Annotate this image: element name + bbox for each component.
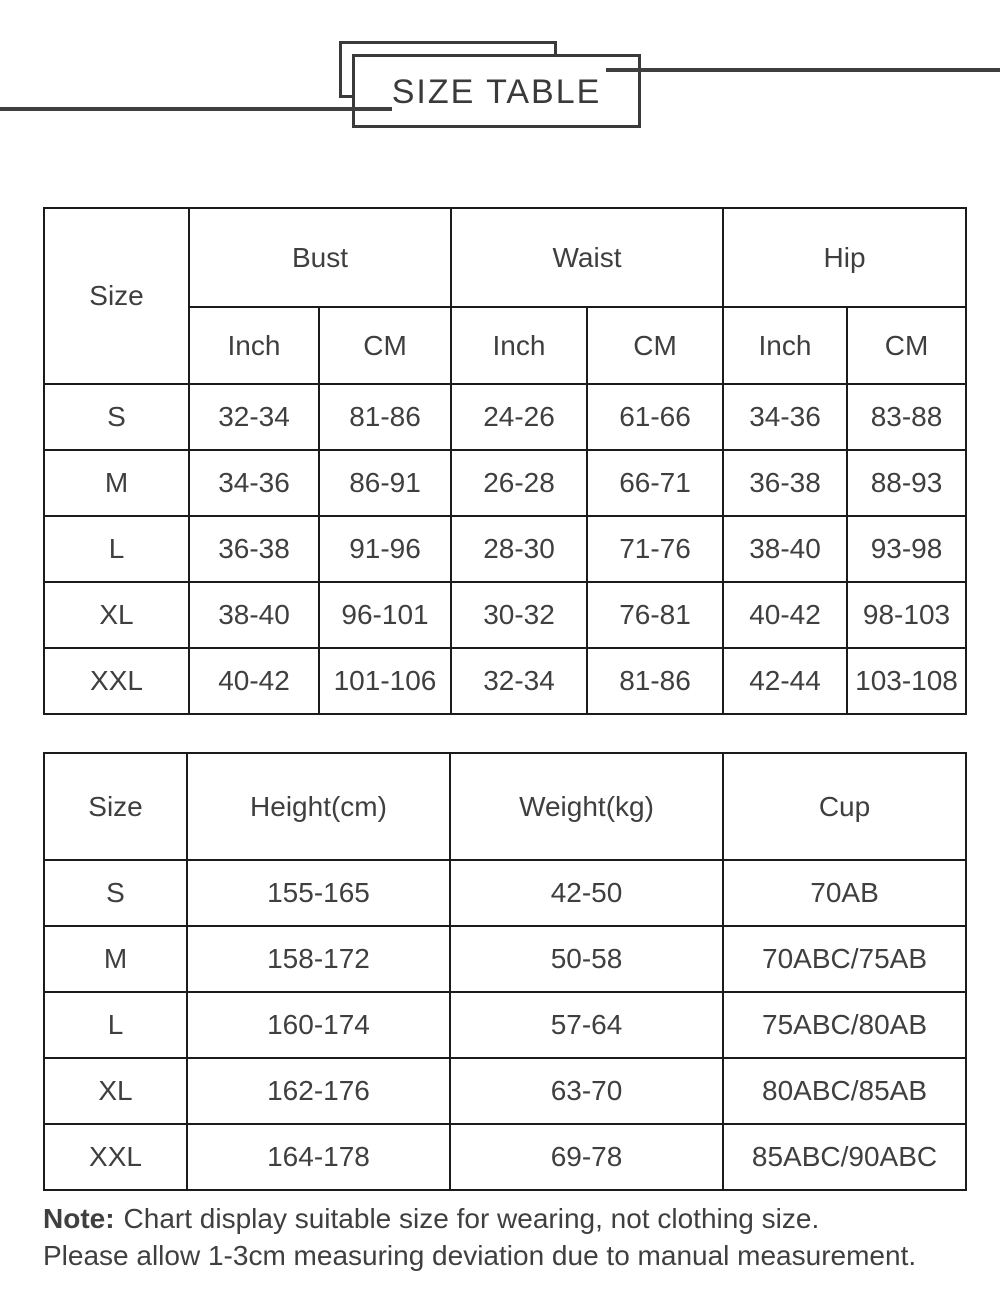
size-cell: L — [44, 992, 187, 1058]
size-cell: M — [44, 450, 189, 516]
value-cell: 86-91 — [319, 450, 451, 516]
fit-table — [43, 752, 967, 1191]
value-cell: 101-106 — [319, 648, 451, 714]
table-row — [44, 450, 966, 516]
value-cell: 28-30 — [451, 516, 587, 582]
value-cell: 88-93 — [847, 450, 966, 516]
value-cell: 93-98 — [847, 516, 966, 582]
value-cell: 34-36 — [189, 450, 319, 516]
value-cell: 32-34 — [451, 648, 587, 714]
note-line-1 — [43, 1200, 916, 1237]
value-cell: 98-103 — [847, 582, 966, 648]
note-text-1: Chart display suitable size for wearing, not clothing size. — [123, 1203, 820, 1234]
value-cell: 42-50 — [450, 860, 723, 926]
value-cell: 26-28 — [451, 450, 587, 516]
value-cell: 75ABC/80AB — [723, 992, 966, 1058]
value-cell: 24-26 — [451, 384, 587, 450]
value-cell: 71-76 — [587, 516, 723, 582]
value-cell: 158-172 — [187, 926, 450, 992]
value-cell: 80ABC/85AB — [723, 1058, 966, 1124]
value-cell: 76-81 — [587, 582, 723, 648]
title-rule-left — [0, 107, 392, 111]
value-cell: 36-38 — [723, 450, 847, 516]
table-row — [44, 384, 966, 450]
column-header: Weight(kg) — [450, 753, 723, 860]
size-cell: S — [44, 384, 189, 450]
group-header-bust: Bust — [189, 208, 451, 307]
value-cell: 70AB — [723, 860, 966, 926]
table-row — [44, 992, 966, 1058]
column-header: Cup — [723, 753, 966, 860]
value-cell: 61-66 — [587, 384, 723, 450]
unit-header: Inch — [189, 307, 319, 384]
unit-header: CM — [847, 307, 966, 384]
note-line-2 — [43, 1237, 916, 1274]
size-cell: M — [44, 926, 187, 992]
unit-header: CM — [319, 307, 451, 384]
value-cell: 50-58 — [450, 926, 723, 992]
measurement-table — [43, 207, 967, 715]
value-cell: 32-34 — [189, 384, 319, 450]
value-cell: 81-86 — [319, 384, 451, 450]
group-header-waist: Waist — [451, 208, 723, 307]
value-cell: 103-108 — [847, 648, 966, 714]
value-cell: 66-71 — [587, 450, 723, 516]
value-cell: 40-42 — [723, 582, 847, 648]
size-cell: XXL — [44, 648, 189, 714]
column-header: Size — [44, 753, 187, 860]
value-cell: 83-88 — [847, 384, 966, 450]
value-cell: 30-32 — [451, 582, 587, 648]
value-cell: 42-44 — [723, 648, 847, 714]
table-row — [44, 582, 966, 648]
unit-header: Inch — [451, 307, 587, 384]
value-cell: 91-96 — [319, 516, 451, 582]
note-text-2: Please allow 1-3cm measuring deviation due to manual measurement. — [43, 1240, 917, 1271]
title-rule-right — [606, 68, 1000, 72]
size-cell: XXL — [44, 1124, 187, 1190]
value-cell: 162-176 — [187, 1058, 450, 1124]
value-cell: 40-42 — [189, 648, 319, 714]
value-cell: 96-101 — [319, 582, 451, 648]
value-cell: 63-70 — [450, 1058, 723, 1124]
table-row — [44, 926, 966, 992]
value-cell: 34-36 — [723, 384, 847, 450]
size-cell: S — [44, 860, 187, 926]
size-column-header: Size — [44, 208, 189, 384]
title-front-frame — [352, 54, 641, 128]
size-cell: L — [44, 516, 189, 582]
value-cell: 69-78 — [450, 1124, 723, 1190]
value-cell: 38-40 — [723, 516, 847, 582]
table-row — [44, 1124, 966, 1190]
size-cell: XL — [44, 582, 189, 648]
value-cell: 160-174 — [187, 992, 450, 1058]
unit-header: CM — [587, 307, 723, 384]
unit-header: Inch — [723, 307, 847, 384]
value-cell: 57-64 — [450, 992, 723, 1058]
group-header-hip: Hip — [723, 208, 966, 307]
note-label: Note: — [43, 1203, 115, 1234]
size-cell: XL — [44, 1058, 187, 1124]
column-header: Height(cm) — [187, 753, 450, 860]
table-row — [44, 516, 966, 582]
value-cell: 85ABC/90ABC — [723, 1124, 966, 1190]
value-cell: 155-165 — [187, 860, 450, 926]
table-row — [44, 648, 966, 714]
value-cell: 164-178 — [187, 1124, 450, 1190]
value-cell: 36-38 — [189, 516, 319, 582]
value-cell: 70ABC/75AB — [723, 926, 966, 992]
table-row — [44, 860, 966, 926]
table-row — [44, 1058, 966, 1124]
note-block — [43, 1200, 916, 1274]
value-cell: 81-86 — [587, 648, 723, 714]
page-title: SIZE TABLE — [391, 72, 602, 111]
value-cell: 38-40 — [189, 582, 319, 648]
